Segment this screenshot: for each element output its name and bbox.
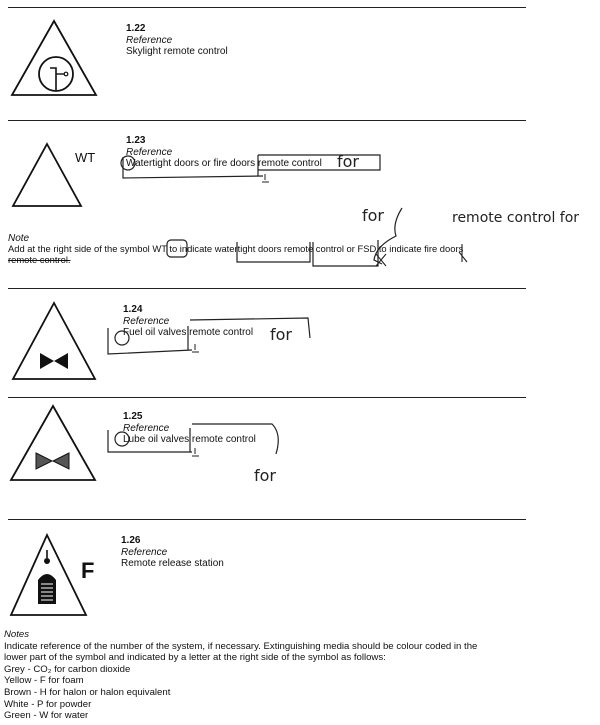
- handwritten-edit-marks: [100, 420, 290, 462]
- entry-description: Lube oil valves remote control: [123, 434, 256, 445]
- color-code-item: Brown - H for halon or halon equivalent: [4, 686, 171, 698]
- handwritten-annotation: for: [254, 466, 276, 485]
- notes-text: Indicate reference of the number of the system, if necessary. Extinguishing media should be colour coded in the: [4, 640, 478, 652]
- skylight-remote-control-symbol: [8, 18, 100, 98]
- handwritten-edit-marks: [160, 204, 480, 268]
- notes-section: [4, 629, 477, 722]
- divider: [8, 397, 526, 398]
- entry-number: 1.26: [121, 535, 141, 546]
- notes-text: lower part of the symbol and indicated by a letter at the right side of the symbol as follows:: [4, 652, 386, 664]
- handwritten-annotation: for: [270, 325, 292, 344]
- color-code-item: Green - W for water: [4, 710, 89, 722]
- entry-number: 1.23: [126, 135, 146, 146]
- color-code-item: White - P for powder: [4, 698, 92, 710]
- note-text: remote control.: [8, 254, 71, 265]
- notes-heading: Notes: [4, 629, 30, 640]
- entry-description: Watertight doors or fire doors remote control: [126, 158, 322, 169]
- entry-number: 1.24: [123, 304, 143, 315]
- watertight-door-symbol: [10, 141, 84, 209]
- entry-reference: Reference: [126, 147, 173, 158]
- fuel-oil-valve-symbol: [10, 300, 98, 382]
- handwritten-annotation: for: [337, 152, 359, 171]
- handwritten-annotation: for: [362, 206, 384, 225]
- entry-reference: Reference: [121, 547, 168, 558]
- entry-number: 1.22: [126, 23, 146, 34]
- divider: [8, 288, 526, 289]
- entry-reference: Reference: [123, 316, 170, 327]
- color-code-item: Yellow - F for foam: [4, 675, 84, 687]
- symbol-letter-label: WT: [75, 150, 96, 165]
- remote-release-station-symbol: [8, 532, 90, 618]
- entry-description: Skylight remote control: [126, 46, 228, 57]
- entry-reference: Reference: [126, 35, 173, 46]
- entry-reference: Reference: [123, 423, 170, 434]
- divider: [8, 7, 526, 8]
- handwritten-annotation: remote control for: [452, 210, 580, 226]
- entry-number: 1.25: [123, 411, 143, 422]
- entry-description: Remote release station: [121, 558, 224, 569]
- entry-description: Fuel oil valves remote control: [123, 327, 254, 338]
- symbol-letter-label: F: [81, 558, 95, 583]
- color-code-item: Grey - CO₂ for carbon dioxide: [4, 663, 131, 675]
- divider: [8, 519, 526, 520]
- note-text: Add at the right side of the symbol WT to indicate watertight doors remote control or FSD to indicate fire doors: [8, 243, 464, 254]
- note-heading: Note: [8, 233, 30, 244]
- divider: [8, 120, 526, 121]
- lube-oil-valve-symbol: [8, 403, 98, 483]
